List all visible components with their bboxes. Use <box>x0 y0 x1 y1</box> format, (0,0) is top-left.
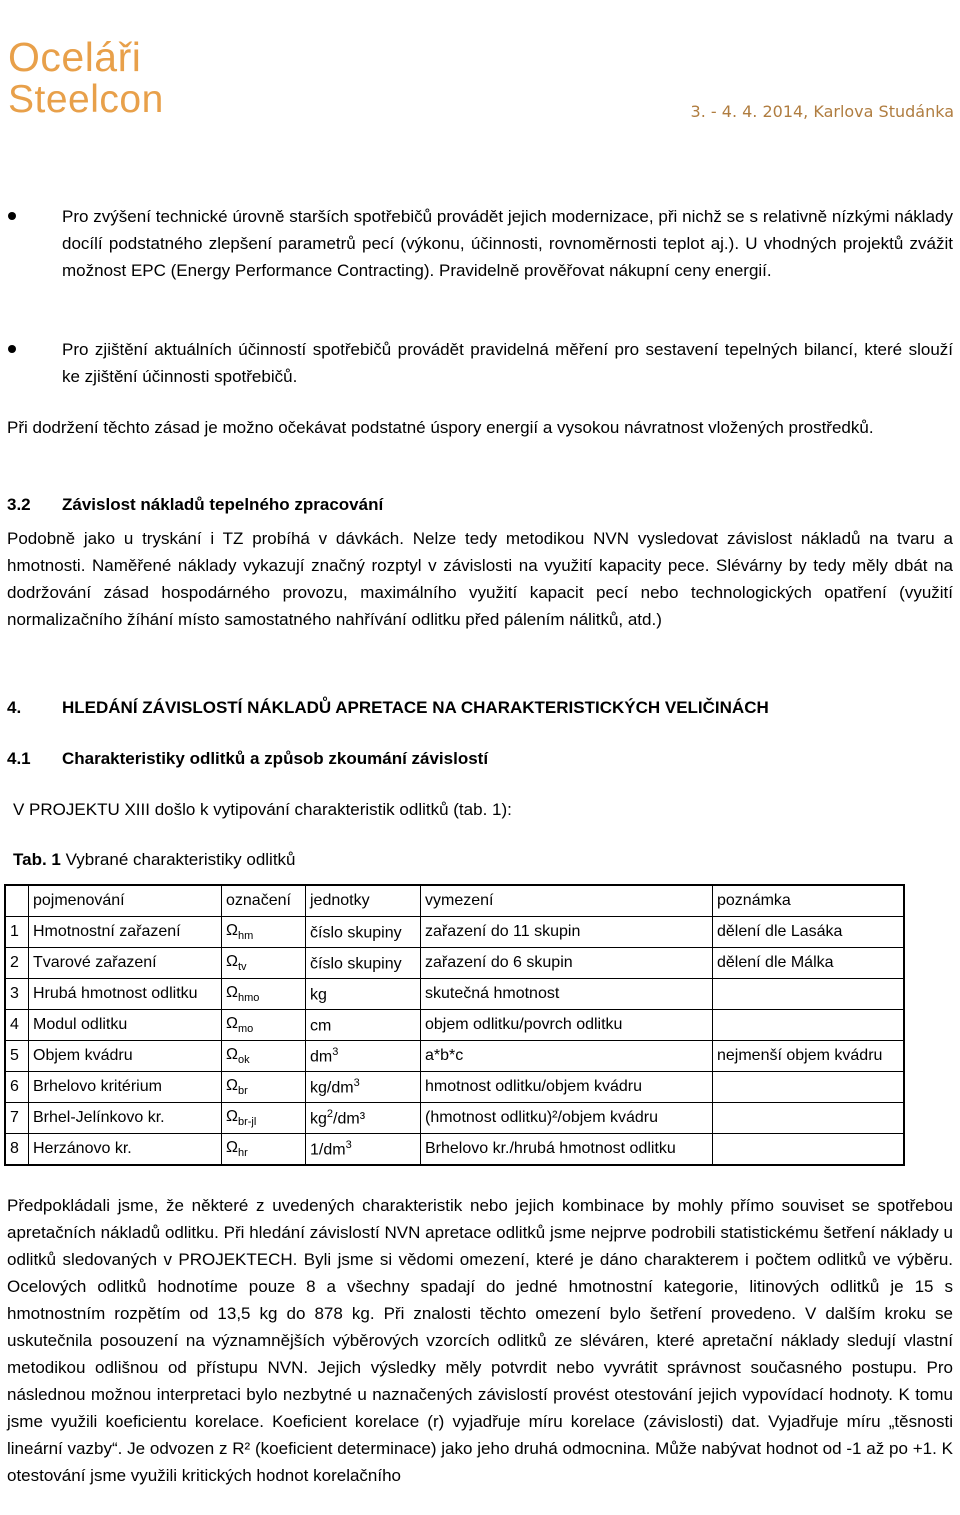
table-header-cell: poznámka <box>713 885 905 917</box>
row-note <box>713 1010 905 1041</box>
row-number: 4 <box>5 1010 29 1041</box>
bullet-item-measurement: Pro zjištění aktuálních účinností spotřebičů provádět pravidelná měření pro sestavení tepelných bilancí, které slouží ke zjištění účinnosti spotřebičů. <box>62 340 953 386</box>
bullet-dot-icon <box>8 345 16 353</box>
logo-line-1: Oceláři <box>8 34 142 80</box>
row-number: 8 <box>5 1134 29 1166</box>
row-definition: (hmotnost odlitku)²/objem kvádru <box>421 1103 713 1134</box>
row-definition: hmotnost odlitku/objem kvádru <box>421 1072 713 1103</box>
row-number: 7 <box>5 1103 29 1134</box>
row-number: 1 <box>5 917 29 948</box>
paragraph-3-2: Podobně jako u tryskání i TZ probíhá v dávkách. Nelze tedy metodikou NVN vysledovat závislost nákladů na tvaru a hmotnosti. Naměřené náklady vykazují značný rozptyl v závislosti na využití kapacity pece. Slévárny by tedy měly dbát na dodržování zásad hospodárného provozu, maximálního využití kapacit pecí nebo technologických opatření (využití normalizačního žíhání místo samostatného nahřívání odlitku před pálením nálitků, atd.) <box>7 529 953 629</box>
row-unit: číslo skupiny <box>306 948 421 979</box>
table-row <box>5 1041 904 1072</box>
row-number: 5 <box>5 1041 29 1072</box>
row-note: nejmenší objem kvádru <box>713 1041 905 1072</box>
table-row <box>5 917 904 948</box>
row-definition: objem odlitku/povrch odlitku <box>421 1010 713 1041</box>
row-symbol: $\Omega_{hm}$ <box>222 917 306 948</box>
row-name: Tvarové zařazení <box>29 948 222 979</box>
row-note <box>713 1072 905 1103</box>
table-header-cell: jednotky <box>306 885 421 917</box>
row-name: Modul odlitku <box>29 1010 222 1041</box>
row-symbol: $\Omega_{br}$ <box>222 1072 306 1103</box>
table-row <box>5 948 904 979</box>
table-row <box>5 979 904 1010</box>
section-number: 4. <box>7 698 22 717</box>
row-symbol: $\Omega_{br-jl}$ <box>222 1103 306 1134</box>
section-title: Charakteristiky odlitků a způsob zkoumání závislostí <box>62 749 489 768</box>
row-symbol: $\Omega_{hmo}$ <box>222 979 306 1010</box>
table-header-cell: označení <box>222 885 306 917</box>
table-caption-text: Vybrané charakteristiky odlitků <box>60 850 296 869</box>
paragraph-conclusion: Při dodržení těchto zásad je možno očekávat podstatné úspory energií a vysokou návratnost vložených prostředků. <box>7 418 874 437</box>
row-note <box>713 1103 905 1134</box>
row-unit: $kg/dm^3$ <box>306 1072 421 1103</box>
row-definition: a*b*c <box>421 1041 713 1072</box>
bullet-item-modernization: Pro zvýšení technické úrovně starších spotřebičů provádět jejich modernizace, při nichž se s relativně nízkými náklady docílí podstatného zlepšení parametrů pecí (výkonu, účinnosti, rovnoměrnosti teplot aj.). U vhodných projektů zvážit možnost EPC (Energy Performance Contracting). Pravidelně prověřovat nákupní ceny energií. <box>62 207 953 280</box>
row-definition: Brhelovo kr./hrubá hmotnost odlitku <box>421 1134 713 1166</box>
characteristics-table <box>4 884 905 1166</box>
row-symbol: $\Omega_{hr}$ <box>222 1134 306 1166</box>
bullet-dot-icon <box>8 212 16 220</box>
section-heading-3-2 <box>7 495 383 515</box>
row-symbol: $\Omega_{ok}$ <box>222 1041 306 1072</box>
table-header-row <box>5 885 904 917</box>
row-note <box>713 1134 905 1166</box>
row-unit: $dm^3$ <box>306 1041 421 1072</box>
row-number: 3 <box>5 979 29 1010</box>
row-name: Hmotnostní zařazení <box>29 917 222 948</box>
section-title: Závislost nákladů tepelného zpracování <box>62 495 384 514</box>
header-date-place: 3. - 4. 4. 2014, Karlova Studánka <box>690 102 954 121</box>
row-name: Brhel-Jelínkovo kr. <box>29 1103 222 1134</box>
row-unit: cm <box>306 1010 421 1041</box>
row-note: dělení dle Málka <box>713 948 905 979</box>
table-header-cell: pojmenování <box>29 885 222 917</box>
paragraph-final: Předpokládali jsme, že některé z uvedených charakteristik nebo jejich kombinace by mohly přímo souviset se spotřebou apretačních nákladů odlitku. Při hledání závislostí NVN apretace odlitků jsme nejprve podrobili statistickému šetření náklady u odlitků sledovaných v PROJEKTECH. Byli jsme si vědomi omezení, které je dáno charakterem i počtem odlitků ve výběru. Ocelových odlitků hodnotíme pouze 8 a všechny spadají do jedné hmotnostní kategorie, litinových odlitků je 15 s hmotnostním rozpětím od 13,5 kg do 878 kg. Při znalosti těchto omezení bylo šetření provedeno. V dalším kroku se uskutečnila posouzení na významnějších výběrových vzorcích odlitků ze sléváren, které apretační náklady sledují vlastní metodikou odlišnou od přístupu NVN. Jejich výsledky měly potvrdit nebo vyvrátit správnost současného postupu. Pro následnou možnou interpretaci bylo nezbytné u naznačených závislostí provést otestování jejich vypovídací hodnoty. K tomu jsme využili koeficientu korelace. Koeficient korelace (r) vyjadřuje míru korelace (závislosti) dat. Vyjadřuje míru „těsnosti lineární vazby“. Je odvozen z R² (koeficient determinace) jako jeho druhá odmocnina. Může nabývat hodnot od -1 až po +1. K otestování jsme využili kritických hodnot korelačního <box>7 1196 953 1485</box>
section-number: 3.2 <box>7 495 31 514</box>
table-row <box>5 1134 904 1166</box>
row-unit: $kg^2$/dm³ <box>306 1103 421 1134</box>
row-name: Brhelovo kritérium <box>29 1072 222 1103</box>
row-note: dělení dle Lasáka <box>713 917 905 948</box>
table-row <box>5 1010 904 1041</box>
row-unit: číslo skupiny <box>306 917 421 948</box>
row-number: 2 <box>5 948 29 979</box>
row-symbol: $\Omega_{mo}$ <box>222 1010 306 1041</box>
row-unit: $1/dm^3$ <box>306 1134 421 1166</box>
table-row <box>5 1103 904 1134</box>
row-note <box>713 979 905 1010</box>
conference-logo <box>6 16 164 121</box>
table-caption-label: Tab. 1 <box>13 850 61 869</box>
table-row <box>5 1072 904 1103</box>
section-title: HLEDÁNÍ ZÁVISLOSTÍ NÁKLADŮ APRETACE NA CHARAKTERISTICKÝCH VELIČINÁCH <box>62 698 769 717</box>
row-symbol: $\Omega_{tv}$ <box>222 948 306 979</box>
logo-line-2: Steelcon <box>8 78 164 121</box>
row-name: Objem kvádru <box>29 1041 222 1072</box>
row-number: 6 <box>5 1072 29 1103</box>
row-name: Hrubá hmotnost odlitku <box>29 979 222 1010</box>
row-definition: skutečná hmotnost <box>421 979 713 1010</box>
row-definition: zařazení do 11 skupin <box>421 917 713 948</box>
section-number: 4.1 <box>7 749 31 768</box>
section-heading-4-1 <box>7 749 488 769</box>
table-header-cell: vymezení <box>421 885 713 917</box>
row-definition: zařazení do 6 skupin <box>421 948 713 979</box>
section-heading-4 <box>7 698 769 718</box>
row-name: Herzánovo kr. <box>29 1134 222 1166</box>
row-unit: kg <box>306 979 421 1010</box>
table-caption <box>13 850 296 870</box>
paragraph-4-1: V PROJEKTU XIII došlo k vytipování charakteristik odlitků (tab. 1): <box>13 800 512 819</box>
table-header-cell <box>5 885 29 917</box>
